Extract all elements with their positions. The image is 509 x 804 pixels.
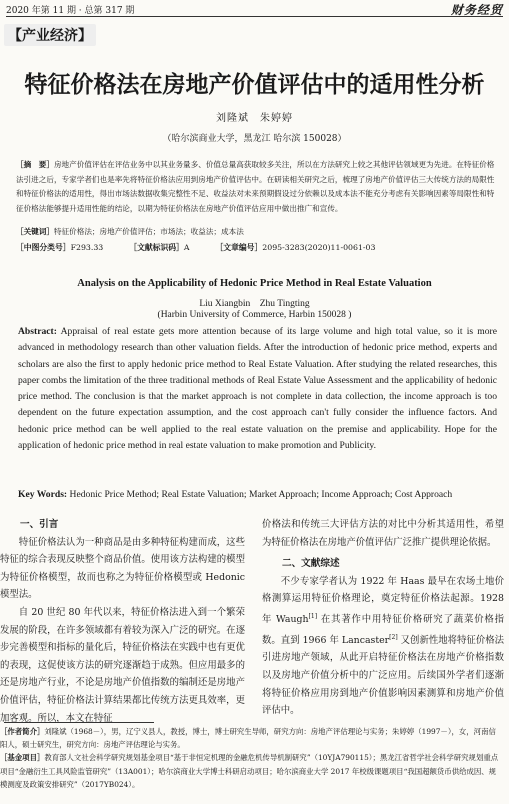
classification-row [16,242,497,253]
keywords-zh-label: ［关键词］ [16,227,54,236]
clc-label: ［中图分类号］ [16,243,71,252]
funding-label: ［基金项目］ [0,753,45,763]
article-number [216,242,376,253]
keywords-en-label: Key Words: [18,489,68,500]
keywords-zh [16,225,497,239]
paper-title-zh: 特征价格法在房地产价值评估中的适用性分析 [24,72,485,98]
abstract-zh-text: 房地产价值评估在评估业务中以其业务量多、价值总量高获取较多关注，所以在方法研究上较之其他评估领域更为先进。在特征价格法引进之后，专家学者们也是率先将特征价格法应用到房地产价值评估中。在研读相关研究之后，梳理了房地产价值评估三大传统方法的局限性和特征价格法的适用性，得出市场法数据收集完整性不足、收益法对未来预期假设过分依赖以及成本法不能充分考虑有关影响因素等局限性和特征价格法能够提升适用性能的结论，以期为特征价格法在房地产价值评估应用中做出推广和宣传。 [16,160,495,213]
text-run: 又创新性地将特征价格法引进房地产领域，从此开启特征价格法在房地产价格指数以及房地产价值分析中的广泛应用。后续国外学者们逐渐将特征价格应用房到地产价值影响因素测算和房地产价值评估中。 [262,634,504,717]
abstract-en-label: Abstract: [18,326,57,337]
clc-number [16,242,103,253]
footnote-divider [4,722,154,723]
abstract-en-text: Appraisal of real estate gets more attention because of its large volume and high total value, so it is more advanced in methodology research than other valuation fields. After the introduction of hedonic price method, experts and scholars are also the first to apply hedonic price method to Real Estate Valuation. After studying the related researches, this paper combs the limitation of the three traditional methods of Real Estate Value Assessment and the applicability of hedonic price method. The conclusion is that the market approach is not complete in data collection, the income approach is too dependent on the future expectation assumption, and the cost approach can't fully consider the influence factors. And hedonic price method can be well applied to the real estate valuation on the premise and applicability. Hope for the application of hedonic price method in real estate valuation to make promotion and Publicity. [18,326,498,452]
section-heading-literature-review: 二、文献综述 [282,558,340,570]
funding-text: 教育部人文社会科学研究规划基金项目“基于非恒定机理的金融危机传导机制研究”（10YJA790115）；黑龙江省哲学社会科学研究规划重点项目“金融衍生工具风险监管研究”（13A001）；哈尔滨商业大学博士科研启动项目；哈尔滨商业大学 2017 年校级课题项目“我国超额货币供给成因、规模测度及政策安排研究”（2017YB024）。 [0,753,499,789]
section-tag: 【产业经济】 [4,24,96,46]
authors-zh: 刘隆斌 朱婷婷 [216,113,293,124]
text-run: 不少专家学者认为 1922 年 Haas 最早在农场土地价格测算运用特征价格理论，奠定特征价格法起源。1928 年 Waugh [262,575,504,626]
body-paragraph: 自 20 世纪 80 年代以来，特征价格法进入到一个繁荣发展的阶段，在许多领域都有着较为深入广泛的研究。在逐步完善模型和指标的量化后，特征价格法在实践中也有更优的表现，这促使该方法的研究逐渐趋于成熟。但应用最多的还是房地产行业，不论是房地产价值指数的编制还是房地产价值评估，特征价格法计算结果都比传统方法更具效率，更加客观。所以，本文在特征 [0,606,245,724]
section-heading-introduction: 一、引言 [20,519,59,530]
article-value: 2095-3283(2020)11-0061-03 [262,243,376,252]
article-label: ［文章编号］ [215,243,263,252]
clc-value: F293.33 [70,243,104,252]
journal-name: 财务经贸 [450,2,503,17]
affiliation-zh: （哈尔滨商业大学，黑龙江 哈尔滨 150028） [162,134,347,144]
body-paragraph [262,573,504,720]
body-paragraph: 特征价格法认为一种商品是由多种特征构建而成，这些特征的综合表现反映整个商品价值。使用该方法构建的模型为特征价格模型，故而也称之为特征价格模型或 Hedonic 模型法。 [0,536,245,601]
footnotes [0,722,503,791]
body-paragraph-continued: 价格法和传统三大评估方法的对比中分析其适用性，希望为特征价格法在房地产价值评估广泛推广提供理论依据。 [262,519,504,548]
running-header [6,2,503,17]
citation-ref[interactable]: [1] [308,612,318,620]
affiliation-en: (Harbin University of Commerce, Harbin 150028 ) [157,310,352,320]
keywords-en [18,488,497,502]
funding-note [0,751,503,791]
author-bio [0,725,503,751]
abstract-zh [16,158,497,216]
doc-value: A [183,243,190,252]
doc-label: ［文献标识码］ [129,243,184,252]
author-bio-label: ［作者简介］ [0,727,45,736]
body-left-column [0,516,245,727]
issue-info: 2020 年第 11 期 · 总第 317 期 [6,5,135,16]
body-right-column [262,516,504,720]
paper-title-en: Analysis on the Applicability of Hedonic Price Method in Real Estate Valuation [77,278,432,289]
keywords-en-text: Hedonic Price Method; Real Estate Valuation; Market Approach; Income Approach; Cost Approach [69,489,453,500]
authors-en: Liu Xiangbin Zhu Tingting [199,299,310,309]
keywords-zh-text: 特征价格法；房地产价值评估；市场法；收益法；成本法 [53,227,244,236]
text-run: 在其著作中用特征价格研究了蔬菜价格指数。直到 1966 年 Lancaster [262,614,505,646]
abstract-zh-label: ［摘 要］ [16,160,54,169]
document-code [129,242,189,253]
citation-ref[interactable]: [2] [389,633,398,641]
abstract-en [18,324,497,454]
author-bio-text: 刘隆斌（1968－），男，辽宁义县人，教授，博士，博士研究生导师，研究方向：房地产评估理论与实务；朱婷婷（1997－），女，河南信阳人，硕士研究生，研究方向：房地产评估理论与实务。 [0,727,496,750]
